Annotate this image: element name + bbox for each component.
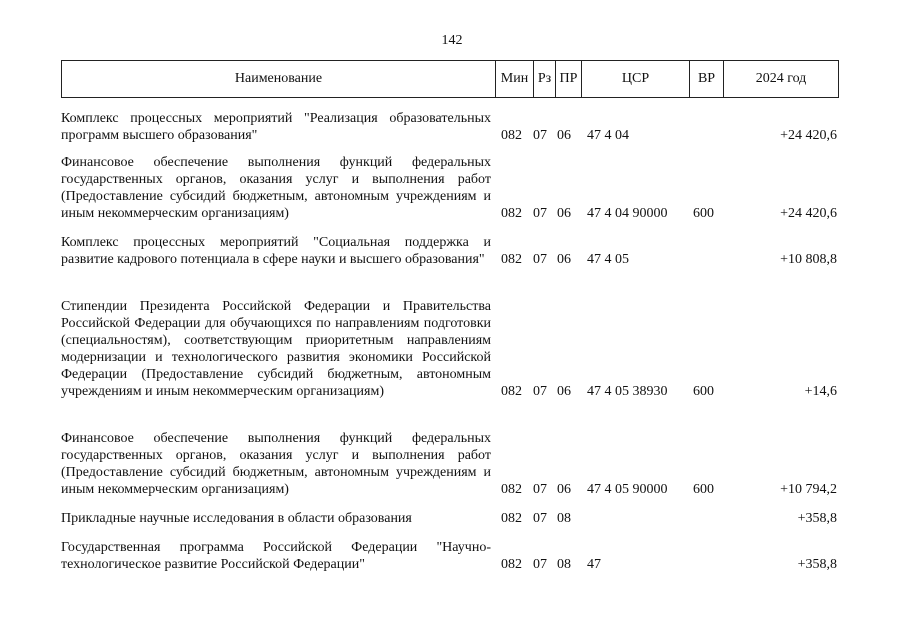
- row-name: Прикладные научные исследования в области образования: [61, 511, 412, 526]
- table-header: [61, 60, 839, 98]
- row-vr: 600: [693, 206, 714, 221]
- header-rz: Рз: [534, 61, 556, 97]
- row-pr: 08: [557, 557, 571, 572]
- row-amount: +358,8: [797, 557, 837, 572]
- table-row: [61, 298, 839, 400]
- row-csr: 47 4 05: [587, 252, 629, 267]
- row-min: 082: [501, 128, 522, 143]
- row-amount: +10 808,8: [780, 252, 837, 267]
- table-row: [61, 430, 839, 498]
- row-name: Комплекс процессных мероприятий "Реализация образовательных программ высшего образования": [61, 111, 491, 143]
- row-amount: +24 420,6: [780, 206, 837, 221]
- row-vr: 600: [693, 384, 714, 399]
- row-rz: 07: [533, 511, 547, 526]
- row-csr: 47 4 05 38930: [587, 384, 668, 399]
- header-pr: ПР: [556, 61, 582, 97]
- row-rz: 07: [533, 128, 547, 143]
- row-name: Государственная программа Российской Федерации "Научно-технологическое развитие Российской Федерации": [61, 540, 491, 572]
- row-amount: +14,6: [804, 384, 837, 399]
- header-csr: ЦСР: [582, 61, 690, 97]
- header-min: Мин: [496, 61, 534, 97]
- row-min: 082: [501, 384, 522, 399]
- row-rz: 07: [533, 206, 547, 221]
- table-row: [61, 539, 839, 573]
- row-csr: 47 4 04 90000: [587, 206, 668, 221]
- row-pr: 06: [557, 128, 571, 143]
- row-pr: 06: [557, 384, 571, 399]
- row-min: 082: [501, 252, 522, 267]
- row-csr: 47 4 04: [587, 128, 629, 143]
- row-rz: 07: [533, 557, 547, 572]
- row-name: Финансовое обеспечение выполнения функций федеральных государственных органов, оказания услуг и выполнения работ (Предоставление субсидий бюджетным, автономным учреждениям и иным некоммерческим организациям): [61, 431, 491, 497]
- row-rz: 07: [533, 252, 547, 267]
- row-amount: +24 420,6: [780, 128, 837, 143]
- row-name: Стипендии Президента Российской Федерации и Правительства Российской Федерации для обучающихся по направлениям подготовки (специальностям), соответствующим приоритетным направлениям модернизации и технологического развития экономики Российской Федерации (Предоставление субсидий бюджетным, автономным учреждениям и иным некоммерческим организациям): [61, 299, 491, 399]
- row-min: 082: [501, 557, 522, 572]
- row-rz: 07: [533, 482, 547, 497]
- row-min: 082: [501, 482, 522, 497]
- row-amount: +358,8: [797, 511, 837, 526]
- table-row: [61, 154, 839, 222]
- table-row: [61, 110, 839, 144]
- row-pr: 06: [557, 206, 571, 221]
- header-year: 2024 год: [755, 71, 807, 86]
- row-rz: 07: [533, 384, 547, 399]
- row-amount: +10 794,2: [780, 482, 837, 497]
- row-min: 082: [501, 511, 522, 526]
- row-min: 082: [501, 206, 522, 221]
- header-vr: ВР: [690, 61, 724, 97]
- row-pr: 08: [557, 511, 571, 526]
- row-pr: 06: [557, 252, 571, 267]
- row-name: Финансовое обеспечение выполнения функций федеральных государственных органов, оказания услуг и выполнения работ (Предоставление субсидий бюджетным, автономным учреждениям и иным некоммерческим организациям): [61, 155, 491, 221]
- row-csr: 47: [587, 557, 601, 572]
- header-name: Наименование: [62, 61, 496, 97]
- table-row: [61, 234, 839, 268]
- table-row: [61, 510, 839, 527]
- row-pr: 06: [557, 482, 571, 497]
- page-number: 142: [441, 33, 463, 48]
- row-csr: 47 4 05 90000: [587, 482, 668, 497]
- row-name: Комплекс процессных мероприятий "Социальная поддержка и развитие кадрового потенциала в сфере науки и высшего образования": [61, 235, 491, 267]
- row-vr: 600: [693, 482, 714, 497]
